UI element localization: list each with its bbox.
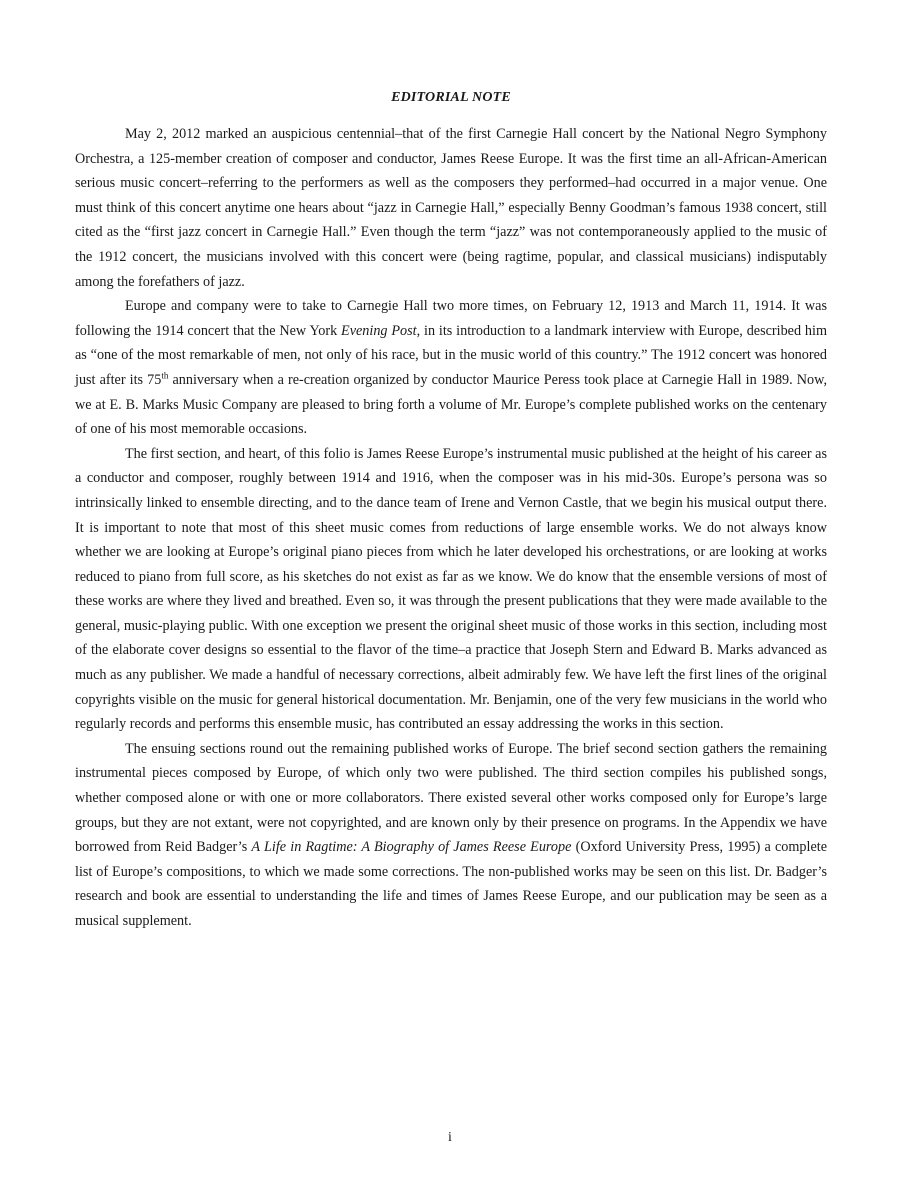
editorial-note-body [75,88,827,934]
paragraph-1-text: May 2, 2012 marked an auspicious centennial–that of the first Carnegie Hall concert by the National Negro Symphony Orchestra, a 125-member creation of composer and conductor, James Reese Europe. It was the first time an all-African-American serious music concert–referring to the performers as well as the composers they performed–had occurred in a major venue. One must think of this concert anytime one hears about “jazz in Carnegie Hall,” especially Benny Goodman’s famous 1938 concert, still cited as the “first jazz concert in Carnegie Hall.” Even though the term “jazz” was not contemporaneously applied to the music of the 1912 concert, the musicians involved with this concert were (being ragtime, popular, and classical musicians) indisputably among the forefathers of jazz. [75,126,827,290]
ordinal-superscript: th [161,370,169,381]
paragraph-3-text: The first section, and heart, of this folio is James Reese Europe’s instrumental music published at the height of his career as a conductor and composer, roughly between 1914 and 1916, when the composer was in his mid-30s. Europe’s persona was so intrinsically linked to ensemble directing, and to the dance team of Irene and Vernon Castle, that we begin his musical output there. It is important to note that most of this sheet music comes from reductions of large ensemble works. We do not always know whether we are looking at Europe’s original piano pieces from which he later developed his orchestrations, or are looking at works reduced to piano from full score, as his sketches do not exist as far as we know. We do know that the ensemble versions of most of these works are where they lived and breathed. Even so, it was through the present publications that they were made available to the general, music-playing public. With one exception we present the original sheet music of those works in this section, including most of the elaborate cover designs so essential to the flavor of the time–a practice that Joseph Stern and Edward B. Marks advanced as much as any publisher. We made a handful of necessary corrections, albeit admirably few. We have left the first lines of the original copyrights visible on the music for general historical documentation. Mr. Benjamin, one of the very few musicians in the world who regularly records and performs this ensemble music, has contributed an essay addressing the works in this section. [75,445,827,733]
paragraph-2-text-b: , in its introduction to a landmark interview with Europe, described him as “one of the most remarkable of men, not only of his race, but in the music world of this country.” The 1912 concert was honored just after its 75 [75,322,827,388]
paragraph-4-text-a: The ensuing sections round out the remaining published works of Europe. The brief second section gathers the remaining instrumental pieces composed by Europe, of which only two were published. The third section compiles his published songs, whether composed alone or with one or more collaborators. There existed several other works composed only for Europe’s large groups, but they are not extant, were not copyrighted, and are known only by their presence on programs. In the Appendix we have borrowed from Reid Badger’s [75,740,827,856]
paragraph-2-text-a: Europe and company were to take to Carnegie Hall two more times, on February 12, 1913 and March 11, 1914. It was following the 1914 concert that the New York [75,298,827,339]
paragraph-2 [75,294,827,442]
paragraph-3 [75,442,827,737]
paragraph-4 [75,737,827,934]
paragraph-1 [75,122,827,294]
paragraph-2-text-c: anniversary when a re-creation organized by conductor Maurice Peress took place at Carnegie Hall in 1989. Now, we at E. B. Marks Music Company are pleased to bring forth a volume of Mr. Europe’s complete published works on the centenary of one of his most memorable occasions. [75,371,827,438]
book-title-a-life-in-ragtime: A Life in Ragtime: A Biography of James Reese Europe [251,839,572,856]
publication-title-evening-post: Evening Post [341,322,417,339]
paragraph-4-text-b: (Oxford University Press, 1995) a complete list of Europe’s compositions, to which we made some corrections. The non-published works may be seen on this list. Dr. Badger’s research and book are essential to understanding the life and times of James Reese Europe, and our publication may be seen as a musical supplement. [75,839,827,929]
page-number: i [448,1130,452,1145]
page-title: EDITORIAL NOTE [391,90,511,105]
